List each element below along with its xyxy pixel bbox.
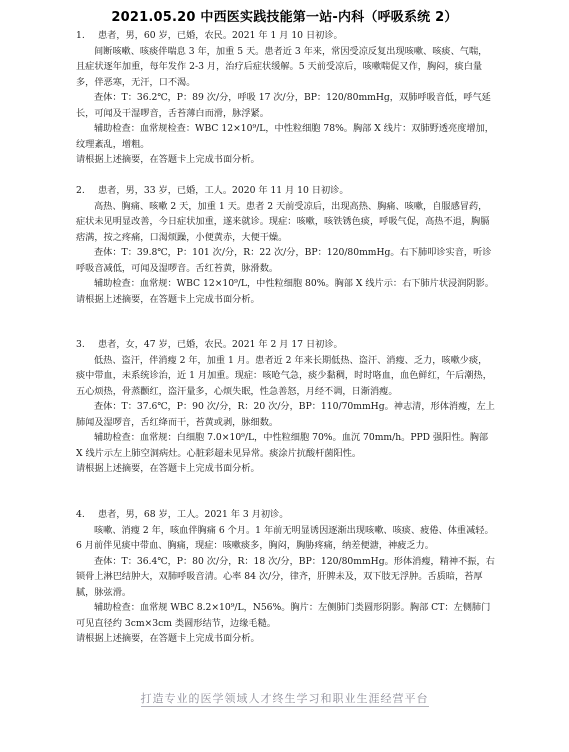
case-history: 低热、盗汗，伴消瘦 2 年，加重 1 月。患者近 2 年来长期低热、盗汗、消瘦、乏力，咳嗽少痰，痰中带血，未系统诊治，近 1 月加重。现症：咳呛气急，痰少黏稠，时时咯血，血色鲜红，午后潮热，五心烦热，骨蒸颧红，盗汗量多，心烦失眠，性急善怒，月经不调，日渐消瘦。 bbox=[76, 354, 492, 397]
case-number: 4. bbox=[76, 509, 85, 520]
case-header: 患者，男，68 岁，工人。2021 年 3 月初诊。 bbox=[98, 509, 289, 520]
page-title: 2021.05.20 中西医实践技能第一站-内科（呼吸系统 2） bbox=[111, 10, 458, 25]
case-exam: 查体：T：36.4℃，P：80 次/分，R：18 次/分，BP：120/80mmHg。形体消瘦，精神不振，右锁骨上淋巴结肿大，双肺呼吸音清。心率 84 次/分，律齐，肝脾未及，双下肢无浮肿。舌质暗，苔厚腻，脉弦滑。 bbox=[76, 555, 495, 598]
case-history: 高热、胸痛、咳嗽 2 天，加重 1 天。患者 2 天前受凉后，出现高热、胸痛、咳嗽，自服感冒药，症状未见明显改善，今日症状加重，遂来就诊。现症：咳嗽，咳铁锈色痰，呼吸气促，高热不退，胸膈痞满，按之疼痛，口渴烦躁，小便黄赤，大便干燥。 bbox=[76, 200, 490, 243]
case-aux: 辅助检查：血常规：WBC 12×10⁹/L，中性粒细胞 80%。胸部 X 线片示：右下肺片状浸润阴影。 bbox=[94, 278, 494, 289]
case-number: 1. bbox=[76, 30, 85, 41]
case-aux: 辅助检查：血常规 WBC 8.2×10⁹/L，N56%。胸片：左侧肺门类圆形阴影。胸部 CT：左侧肺门可见直径约 3cm×3cm 类圆形结节，边缘毛糙。 bbox=[76, 602, 491, 629]
case-number: 3. bbox=[76, 339, 85, 350]
case-number: 2. bbox=[76, 185, 85, 196]
case-instruction: 请根据上述摘要，在答题卡上完成书面分析。 bbox=[76, 633, 260, 644]
case-instruction: 请根据上述摘要，在答题卡上完成书面分析。 bbox=[76, 154, 260, 165]
case-aux: 辅助检查：血常规检查：WBC 12×10⁹/L，中性粒细胞 78%。胸部 X 线片：双肺野透亮度增加，纹理紊乱，增粗。 bbox=[76, 123, 494, 150]
case-aux: 辅助检查：血常规：白细胞 7.0×10⁹/L，中性粒细胞 70%。血沉 70mm/h。PPD 强阳性。胸部 X 线片示左上肺空洞病灶。心脏彩超未见异常。痰涂片抗酸杆菌阳性。 bbox=[76, 432, 489, 459]
case-2 bbox=[76, 183, 496, 307]
case-header: 患者，女，47 岁，已婚，农民。2021 年 2 月 17 日初诊。 bbox=[98, 339, 343, 350]
case-header: 患者，男，60 岁，已婚，农民。2021 年 1 月 10 日初诊。 bbox=[98, 30, 343, 41]
case-3 bbox=[76, 337, 496, 477]
case-exam: 查体：T：37.6℃，P：90 次/分，R：20 次/分，BP：110/70mmHg。神志清，形体消瘦，左上肺闻及湿啰音，舌红绛而干，苔黄或剥，脉细数。 bbox=[76, 401, 495, 428]
case-history: 间断咳嗽、咳痰伴喘息 3 年，加重 5 天。患者近 3 年来，常因受凉反复出现咳嗽、咳痰、气喘，且症状逐年加重，每年发作 2-3 月，治疗后症状缓解。5 天前受凉后，咳嗽喘促又作，胸闷，痰白量多，伴恶寒，无汗，口不渴。 bbox=[76, 45, 488, 88]
case-history: 咳嗽、消瘦 2 年，咳血伴胸痛 6 个月。1 年前无明显诱因逐渐出现咳嗽、咳痰、疲倦、体重减轻。6 月前伴见痰中带血、胸痛，现症：咳嗽痰多，胸闷，胸胁疼痛，纳差便溏，神疲乏力。 bbox=[76, 524, 494, 551]
case-1 bbox=[76, 28, 496, 168]
case-exam: 查体：T：39.8℃，P：101 次/分，R：22 次/分，BP：120/80mmHg。右下肺叩诊实音，听诊呼吸音减低，可闻及湿啰音。舌红苔黄，脉滑数。 bbox=[76, 247, 492, 274]
case-header: 患者，男，33 岁，已婚，工人。2020 年 11 月 10 日初诊。 bbox=[98, 185, 349, 196]
case-instruction: 请根据上述摘要，在答题卡上完成书面分析。 bbox=[76, 463, 260, 474]
footer-text: 打造专业的医学领域人才终生学习和职业生涯经营平台 bbox=[140, 692, 429, 705]
case-exam: 查体：T：36.2℃，P：89 次/分，呼吸 17 次/分，BP：120/80mmHg，双肺呼吸音低，呼气延长，可闻及干湿啰音，舌苔薄白而滑，脉浮紧。 bbox=[76, 92, 491, 119]
footer-slogan bbox=[0, 690, 569, 706]
case-instruction: 请根据上述摘要，在答题卡上完成书面分析。 bbox=[76, 293, 260, 305]
case-4 bbox=[76, 507, 496, 647]
